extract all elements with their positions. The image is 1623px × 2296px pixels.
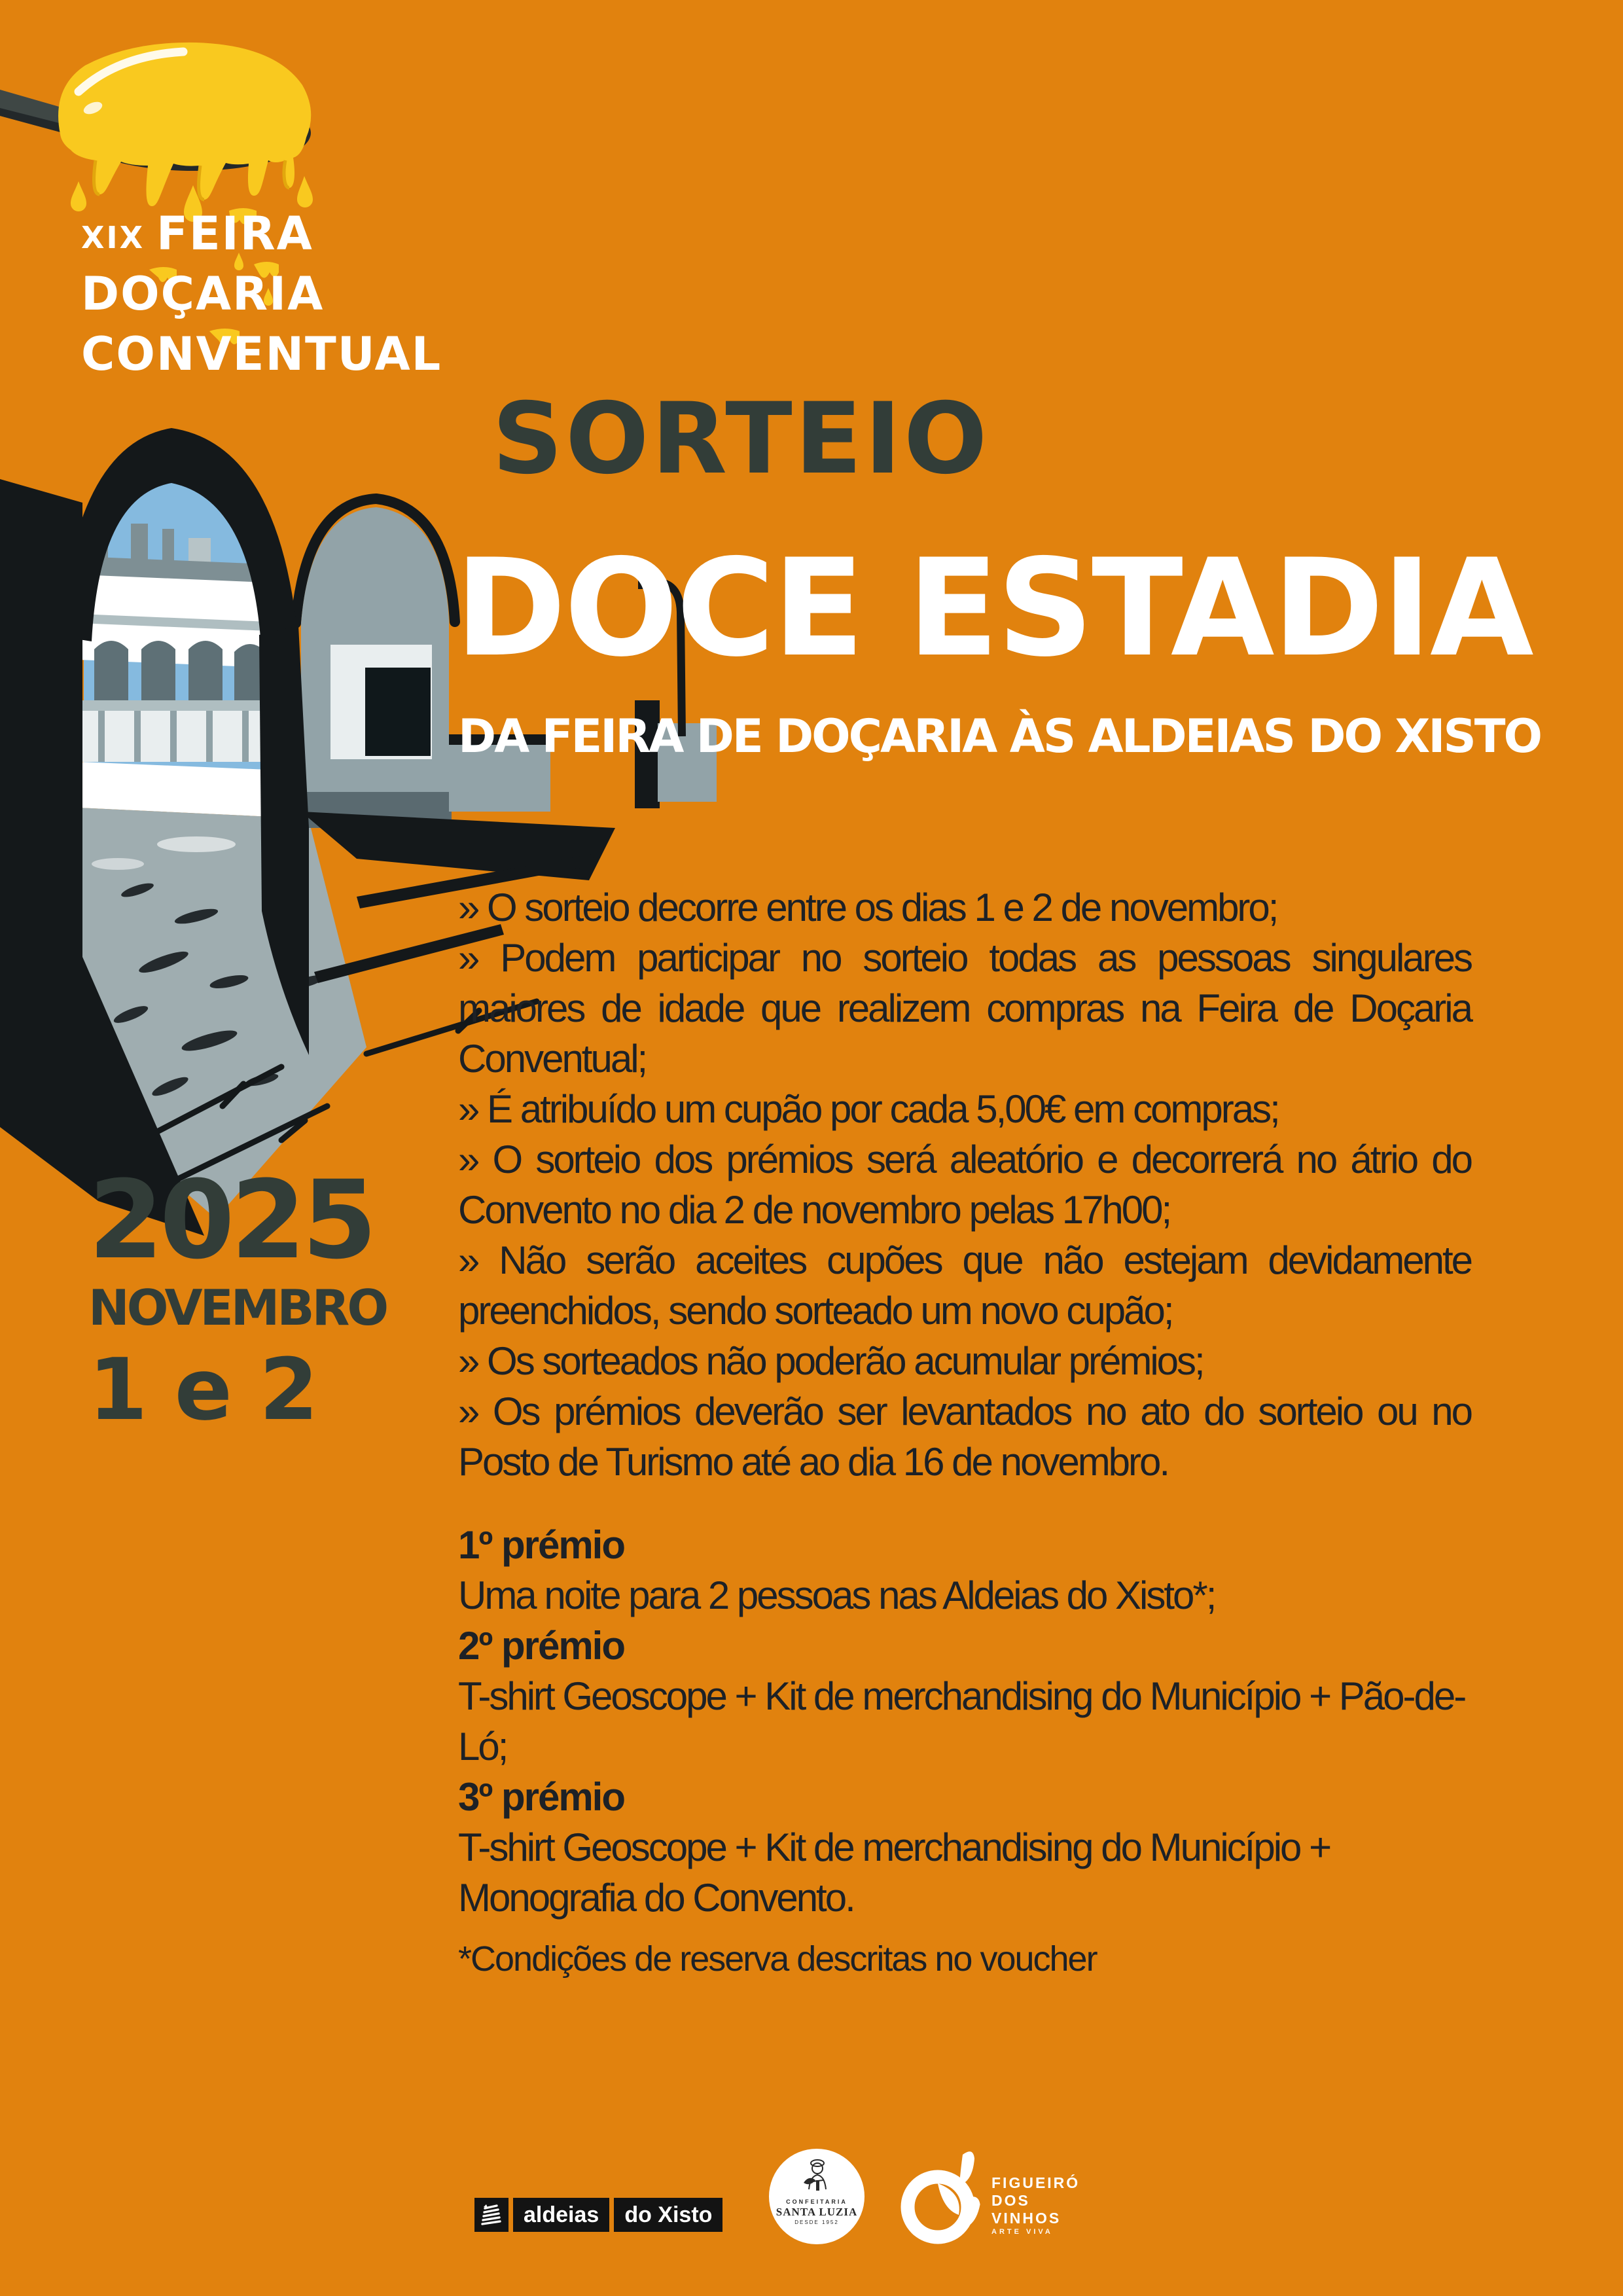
rule-item: » O sorteio decorre entre os dias 1 e 2 de novembro; — [458, 886, 1277, 929]
logo-figueiro-line3: VINHOS — [991, 2210, 1061, 2227]
saint-figure-icon — [796, 2155, 838, 2197]
event-name-line2: DOÇARIA — [81, 267, 325, 321]
logo-figueiro-line1: FIGUEIRÓ — [991, 2174, 1080, 2191]
rule-item: » O sorteio dos prémios será aleatório e decorrerá no átrio do Convento no dia 2 de novembro pelas 17h00; — [458, 1138, 1471, 1232]
date-month: NOVEMBRO — [88, 1279, 387, 1336]
rule-item: » Os sorteados não poderão acumular prémios; — [458, 1339, 1204, 1383]
logo-confeitaria-line2: SANTA LUZIA — [776, 2206, 858, 2218]
prize-label: 2º prémio — [458, 1624, 624, 1668]
prize-label: 1º prémio — [458, 1523, 624, 1567]
prize-description: Uma noite para 2 pessoas nas Aldeias do Xisto*; — [458, 1573, 1215, 1617]
date-days: 1 e 2 — [88, 1340, 317, 1439]
prizes-list — [458, 1520, 1471, 1923]
page-subtitle: DA FEIRA DE DOÇARIA ÀS ALDEIAS DO XISTO — [458, 709, 1541, 763]
prize-description: T-shirt Geoscope + Kit de merchandising do Município + Monografia do Convento. — [458, 1825, 1330, 1920]
logo-figueiro-dos-vinhos — [991, 2174, 1080, 2227]
schist-house-icon — [474, 2198, 508, 2232]
logo-confeitaria-santa-luzia — [769, 2149, 865, 2244]
event-name-line3: CONVENTUAL — [81, 327, 442, 381]
kicker-sorteio: SORTEIO — [492, 382, 990, 496]
footnote: *Condições de reserva descritas no voucher — [458, 1939, 1097, 1979]
date-badge — [88, 1157, 387, 1439]
prize-description: T-shirt Geoscope + Kit de merchandising do Município + Pão-de-Ló; — [458, 1674, 1465, 1768]
page-title: DOCE ESTADIA — [455, 531, 1532, 687]
rule-item: » Podem participar no sorteio todas as pessoas singulares maiores de idade que realizem compras na Feira de Doçaria Conventual; — [458, 936, 1471, 1081]
logo-aldeias-word: aldeias — [513, 2198, 609, 2232]
prize-label: 3º prémio — [458, 1775, 624, 1819]
rule-item: » É atribuído um cupão por cada 5,00€ em compras; — [458, 1087, 1279, 1131]
o-brush-icon — [900, 2142, 988, 2253]
logo-do-xisto-word: do Xisto — [614, 2198, 722, 2232]
logo-confeitaria-line1: CONFEITARIA — [786, 2198, 847, 2205]
event-name — [81, 207, 442, 391]
event-edition: XIX — [81, 220, 145, 255]
rules-list — [458, 882, 1471, 1487]
logo-confeitaria-line3: DESDE 1952 — [794, 2219, 839, 2225]
logo-figueiro-line2: DOS — [991, 2192, 1030, 2209]
rule-item: » Não serão aceites cupões que não estejam devidamente preenchidos, sendo sorteado um novo cupão; — [458, 1238, 1471, 1333]
event-name-line1: FEIRA — [156, 207, 313, 260]
date-year: 2025 — [88, 1157, 374, 1283]
logo-figueiro-tagline: ARTE VIVA — [991, 2228, 1053, 2236]
rule-item: » Os prémios deverão ser levantados no ato do sorteio ou no Posto de Turismo até ao dia 16 de novembro. — [458, 1390, 1471, 1484]
logo-aldeias-do-xisto — [474, 2198, 722, 2232]
